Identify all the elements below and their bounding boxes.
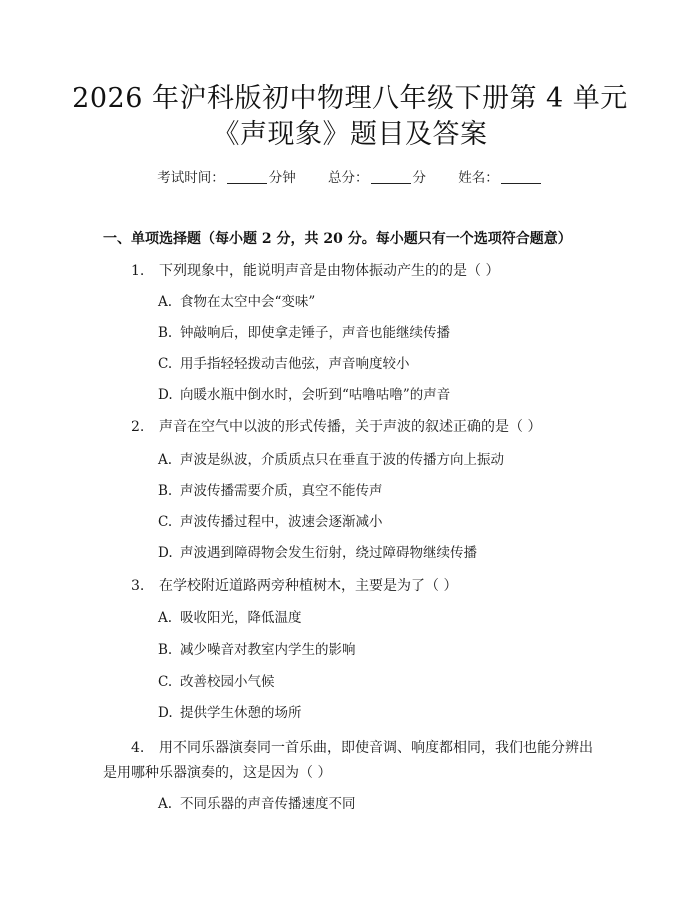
question-3-option-b: [158, 640, 356, 660]
option-letter: D.: [158, 387, 173, 403]
question-3-option-a: [158, 608, 302, 628]
question-3-option-d: [158, 703, 302, 723]
option-letter: B.: [158, 483, 173, 499]
option-text: 钟敲响后，即使拿走锤子，声音也能继续传播: [180, 325, 450, 341]
total-score-field: [328, 168, 426, 188]
exam-time-blank: [227, 169, 267, 184]
question-number: 4.: [131, 740, 145, 756]
question-3-option-c: [158, 672, 275, 692]
student-name-field: [458, 168, 543, 188]
option-text: 用手指轻轻拨动吉他弦，声音响度较小: [180, 356, 410, 372]
option-text: 声波是纵波，介质质点只在垂直于波的传播方向上振动: [180, 452, 504, 468]
question-4-option-a: [158, 794, 356, 814]
option-letter: A.: [158, 452, 173, 468]
exam-time-unit: 分钟: [268, 170, 296, 186]
question-number: 3.: [131, 578, 145, 594]
question-text: 声音在空气中以波的形式传播，关于声波的叙述正确的是（ ）: [159, 419, 542, 435]
question-2-option-d: [158, 543, 477, 563]
option-text: 改善校园小气候: [180, 674, 275, 690]
question-1: [131, 261, 499, 281]
question-2-option-b: [158, 481, 383, 501]
option-text: 吸收阳光，降低温度: [180, 610, 302, 626]
exam-time-field: [157, 168, 296, 188]
option-letter: B.: [158, 325, 173, 341]
question-number: 1.: [131, 263, 145, 279]
student-name-label: 姓名：: [458, 170, 499, 186]
section-heading: 一、单项选择题（每小题 2 分，共 20 分。每小题只有一个选项符合题意）: [103, 231, 572, 247]
option-text: 声波传播过程中，波速会逐渐减小: [180, 514, 383, 530]
document-title-line-2: 《声现象》题目及答案: [212, 119, 488, 150]
question-text: 用不同乐器演奏同一首乐曲，即使音调、响度都相同，我们也能分辨出是用哪种乐器演奏的，这是因为（ ）: [103, 740, 593, 781]
option-letter: C.: [158, 356, 173, 372]
total-score-label: 总分：: [328, 170, 369, 186]
student-name-blank: [501, 169, 541, 184]
option-letter: A.: [158, 796, 173, 812]
question-1-option-c: [158, 354, 410, 374]
question-2: [131, 417, 541, 437]
document-title-line-1: 2026 年沪科版初中物理八年级下册第 4 单元: [72, 83, 628, 114]
option-text: 不同乐器的声音传播速度不同: [180, 796, 356, 812]
option-text: 向暖水瓶中倒水时，会听到“咕噜咕噜”的声音: [180, 387, 451, 403]
question-text: 下列现象中，能说明声音是由物体振动产生的的是（ ）: [159, 263, 500, 279]
option-letter: A.: [158, 610, 173, 626]
option-letter: B.: [158, 642, 173, 658]
question-4: [103, 736, 603, 786]
option-text: 减少噪音对教室内学生的影响: [180, 642, 356, 658]
question-text: 在学校附近道路两旁种植树木，主要是为了（ ）: [159, 578, 458, 594]
question-1-option-d: [158, 385, 450, 405]
question-1-option-a: [158, 292, 315, 312]
question-3: [131, 576, 457, 596]
option-letter: C.: [158, 674, 173, 690]
question-number: 2.: [131, 419, 145, 435]
option-text: 提供学生休憩的场所: [180, 705, 302, 721]
option-letter: D.: [158, 705, 173, 721]
question-2-option-a: [158, 450, 504, 470]
option-letter: A.: [158, 294, 173, 310]
total-score-unit: 分: [412, 170, 426, 186]
exam-info-row: [0, 168, 700, 188]
option-text: 声波传播需要介质，真空不能传声: [180, 483, 383, 499]
option-text: 声波遇到障碍物会发生衍射，绕过障碍物继续传播: [180, 545, 477, 561]
option-letter: D.: [158, 545, 173, 561]
total-score-blank: [371, 169, 411, 184]
exam-time-label: 考试时间：: [157, 170, 225, 186]
option-letter: C.: [158, 514, 173, 530]
option-text: 食物在太空中会“变味”: [180, 294, 316, 310]
question-1-option-b: [158, 323, 450, 343]
question-2-option-c: [158, 512, 383, 532]
